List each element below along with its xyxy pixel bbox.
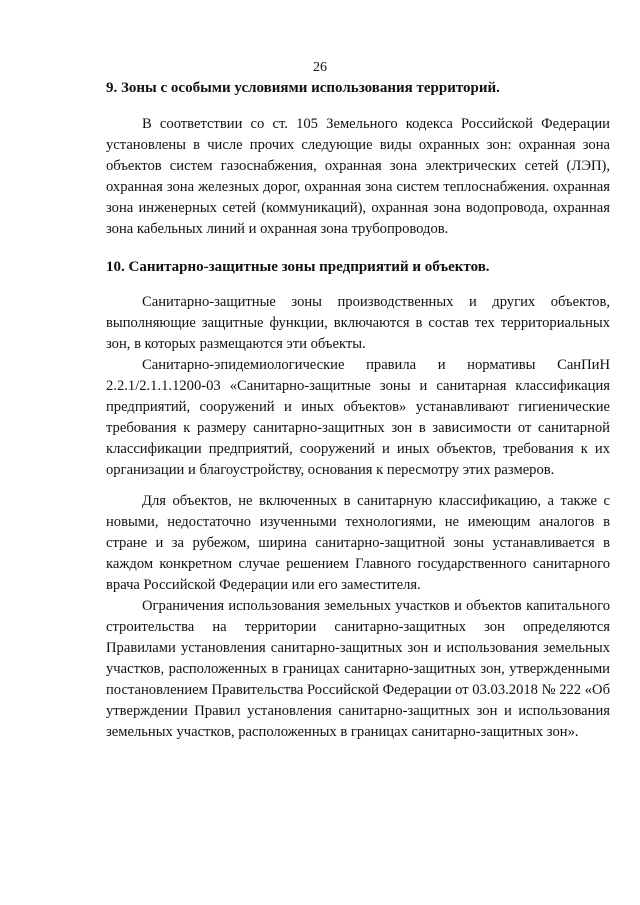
section-9-heading: 9. Зоны с особыми условиями использования территорий. [106, 80, 500, 96]
section-10-paragraph-4: Ограничения использования земельных участков и объектов капитального строительства на территории санитарно-защитных зон определяются Правилами установления санитарно-защитных зон и использования земельных участков, расположенных в границах санитарно-защитных зон, утвержденными постановлением Правительства Российской Федерации от 03.03.2018 № 222 «Об утверждении Правил установления санитарно-защитных зон и использования земельных участков, расположенных в границах санитарно-защитных зон». [106, 598, 610, 740]
section-10-paragraph-1: Санитарно-защитные зоны производственных и других объектов, выполняющие защитные функции, включаются в состав тех территориальных зон, в которых размещаются эти объекты. [106, 294, 610, 352]
section-10-heading: 10. Санитарно-защитные зоны предприятий и объектов. [106, 259, 490, 275]
page-number: 26 [313, 60, 327, 75]
section-9-paragraph: В соответствии со ст. 105 Земельного кодекса Российской Федерации установлены в числе прочих следующие виды охранных зон: охранная зона объектов систем газоснабжения, охранная зона электрических сетей (ЛЭП), охранная зона железных дорог, охранная зона систем теплоснабжения. охранная зона инженерных сетей (коммуникаций), охранная зона водопровода, охранная зона кабельных линий и охранная зона трубопроводов. [106, 116, 610, 237]
section-10-paragraph-2: Санитарно-эпидемиологические правила и нормативы СанПиН 2.2.1/2.1.1.1200-03 «Санитарно-защитные зоны и санитарная классификация предприятий, сооружений и иных объектов» устанавливают гигиенические требования к размеру санитарно-защитных зон в зависимости от санитарной классификации предприятий, сооружений и иных объектов, требования к их организации и благоустройству, основания к пересмотру этих размеров. [106, 357, 610, 478]
section-10-paragraph-3: Для объектов, не включенных в санитарную классификацию, а также с новыми, недостаточно изученными технологиями, не имеющим аналогов в стране и за рубежом, ширина санитарно-защитной зоны устанавливается в каждом конкретном случае решением Главного государственного санитарного врача Российской Федерации или его заместителя. [106, 493, 610, 593]
